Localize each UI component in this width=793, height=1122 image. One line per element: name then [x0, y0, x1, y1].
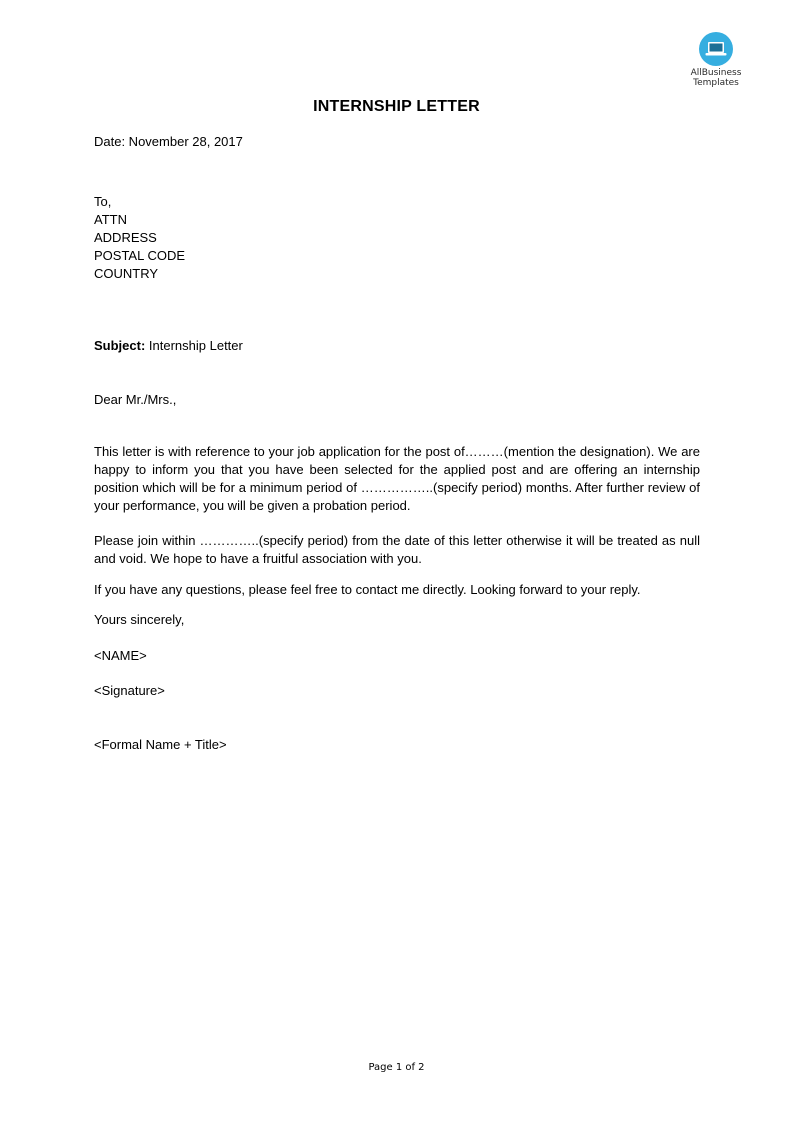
- logo-line-1: AllBusiness: [690, 68, 742, 78]
- recipient-address-line: ADDRESS: [94, 230, 157, 245]
- closing: Yours sincerely,: [94, 612, 185, 627]
- logo-line-2: Templates: [693, 78, 739, 88]
- laptop-icon: [699, 32, 733, 66]
- subject-value: Internship Letter: [145, 338, 243, 353]
- body-paragraph-3: If you have any questions, please feel free to contact me directly. Looking forward to your reply.: [94, 582, 641, 597]
- letter-date: Date: November 28, 2017: [94, 134, 243, 149]
- body-paragraph-2: Please join within …………..(specify period) from the date of this letter otherwise it will be treated as null and void. We hope to have a fruitful association with you.: [94, 533, 700, 566]
- body-paragraph-1: This letter is with reference to your job application for the post of………(mention the designation). We are happy to inform you that you have been selected for the applied post and are offering an internship position which will be for a minimum period of ……………..(specify period) months. After further review of your performance, you will be given a probation period.: [94, 444, 700, 513]
- recipient-to: To,: [94, 194, 112, 209]
- recipient-country: COUNTRY: [94, 266, 159, 281]
- recipient-address: [94, 193, 700, 283]
- recipient-attn: ATTN: [94, 212, 127, 227]
- recipient-postal-code: POSTAL CODE: [94, 248, 186, 263]
- subject-label: Subject:: [94, 338, 146, 353]
- greeting: Dear Mr./Mrs.,: [94, 392, 177, 407]
- brand-logo: [676, 32, 756, 88]
- letter-title: INTERNSHIP LETTER: [313, 98, 480, 115]
- sender-name: <NAME>: [94, 648, 147, 663]
- sender-signature: <Signature>: [94, 683, 165, 698]
- page-number: Page 1 of 2: [368, 1062, 425, 1073]
- logo-text: [676, 68, 756, 88]
- sender-formal-name: <Formal Name + Title>: [94, 737, 227, 752]
- subject-line: [94, 337, 700, 355]
